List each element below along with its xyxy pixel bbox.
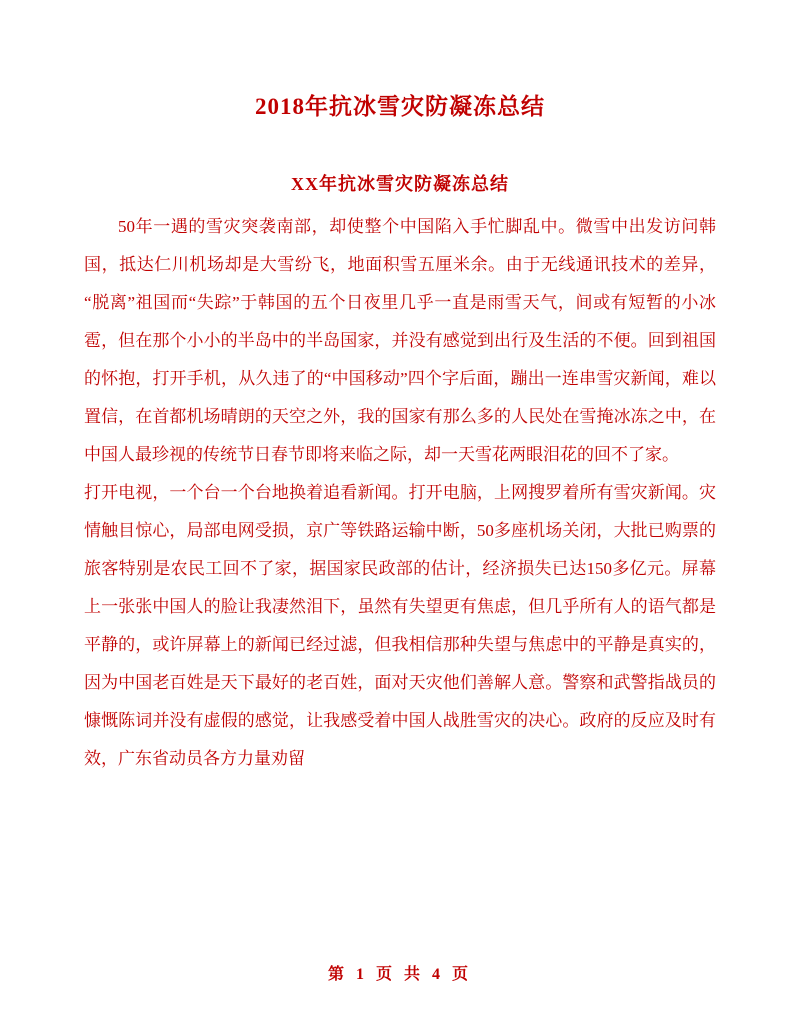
paragraph: 50年一遇的雪灾突袭南部，却使整个中国陷入手忙脚乱中。微雪中出发访问韩国，抵达仁川机场却是大雪纷飞，地面积雪五厘米余。由于无线通讯技术的差异，“脱离”祖国而“失踪”于韩国的五个日夜里几乎一直是雨雪天气，间或有短暂的小冰雹，但在那个小小的半岛中的半岛国家，并没有感觉到出行及生活的不便。回到祖国的怀抱，打开手机，从久违了的“中国移动”四个字后面，蹦出一连串雪灾新闻，难以置信，在首都机场晴朗的天空之外，我的国家有那么多的人民处在雪掩冰冻之中，在中国人最珍视的传统节日春节即将来临之际，却一天雪花两眼泪花的回不了家。 xyxy=(84,217,716,464)
footer-suffix: 页 xyxy=(452,966,473,983)
paragraph: 打开电视，一个台一个台地换着追看新闻。打开电脑，上网搜罗着所有雪灾新闻。灾情触目惊心，局部电网受损，京广等铁路运输中断，50多座机场关闭，大批已购票的旅客特别是农民工回不了家，据国家民政部的估计，经济损失已达150多亿元。屏幕上一张张中国人的脸让我凄然泪下，虽然有失望更有焦虑，但几乎所有人的语气都是平静的，或许屏幕上的新闻已经过滤，但我相信那种失望与焦虑中的平静是真实的，因为中国老百姓是天下最好的老百姓，面对天灾他们善解人意。警察和武警指战员的慷慨陈词并没有虚假的感觉，让我感受着中国人战胜雪灾的决心。政府的反应及时有效，广东省动员各方力量劝留 xyxy=(84,483,716,768)
footer-prefix: 第 xyxy=(327,966,348,983)
page-title: 2018年抗冰雪灾防凝冻总结 xyxy=(255,94,545,119)
footer-total-label: 共 xyxy=(404,966,425,983)
document-body xyxy=(84,208,716,778)
page-footer xyxy=(0,961,800,984)
footer-total-pages: 4 xyxy=(432,966,445,983)
footer-page-word: 页 xyxy=(375,966,396,983)
footer-current-page: 1 xyxy=(355,966,368,983)
document-subtitle: XX年抗冰雪灾防凝冻总结 xyxy=(291,174,509,194)
